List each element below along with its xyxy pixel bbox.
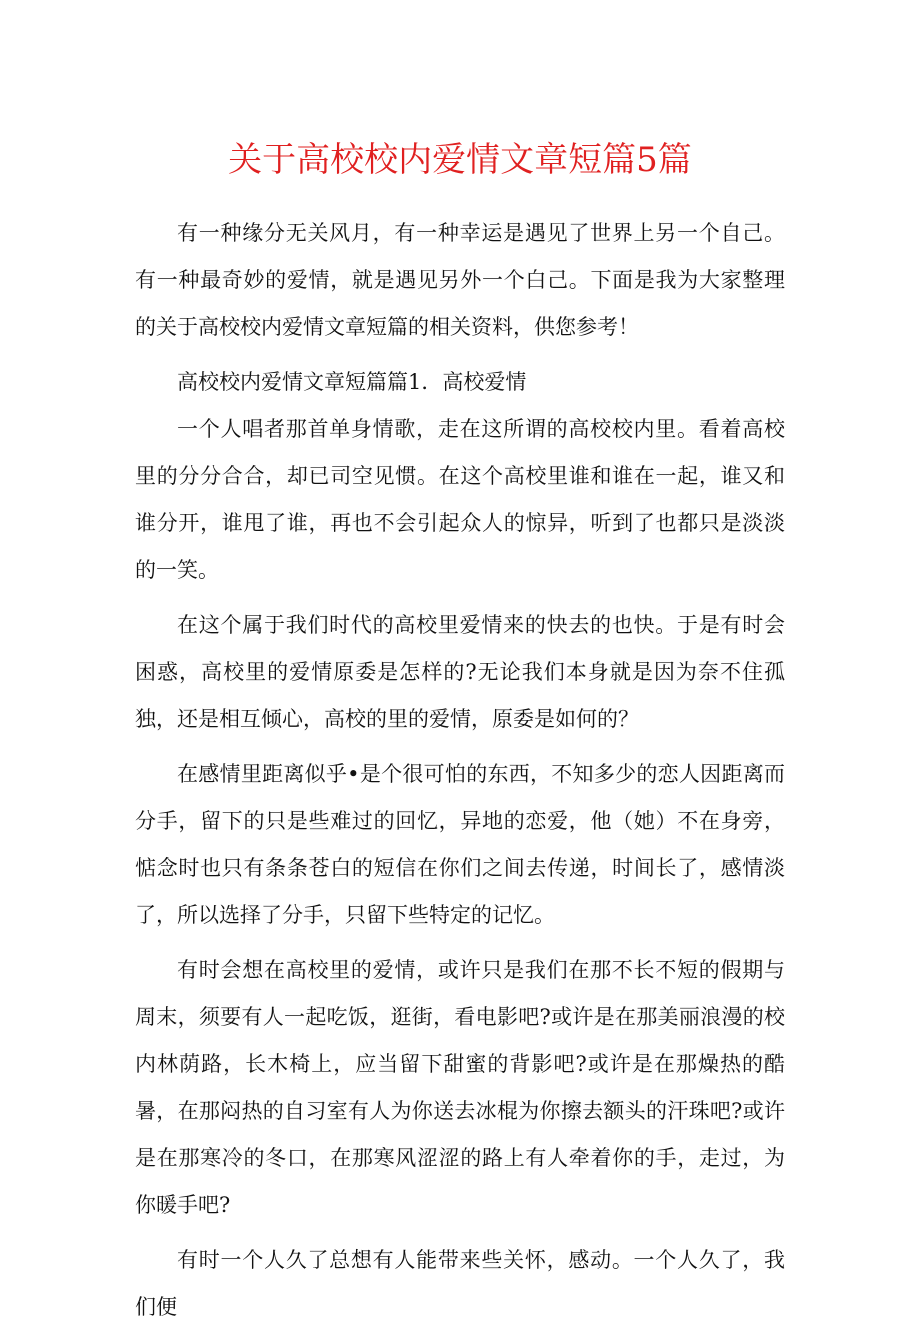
body-paragraph: 有时会想在高校里的爱情，或许只是我们在那不长不短的假期与周末，须要有人一起吃饭，逛街，看电影吧?或许是在那美丽浪漫的校内林荫路，长木椅上，应当留下甜蜜的背影吧?或许是在那燥热的酷暑，在那闷热的自习室有人为你送去冰棍为你擦去额头的汗珠吧?或许是在那寒冷的冬口，在那寒风涩涩的路上有人牵着你的手，走过，为你暖手吧? (135, 958, 785, 1217)
intro-paragraph: 有一种缘分无关风月，有一种幸运是遇见了世界上另一个自己。有一种最奇妙的爱情，就是遇见另外一个白己。下面是我为大家整理的关于高校校内爱情文章短篇的相关资料，供您参考！ (135, 221, 785, 339)
document-title: 关于高校校内爱情文章短篇5篇 (228, 140, 692, 180)
body-paragraph: 一个人唱者那首单身情歌，走在这所谓的高校校内里。看着高校里的分分合合，却已司空见惯。在这个高校里谁和谁在一起，谁又和谁分开，谁甩了谁，再也不会引起众人的惊异，听到了也都只是淡淡的一笑。 (135, 417, 785, 582)
document-body (135, 210, 785, 1331)
body-paragraph: 在感情里距离似乎•是个很可怕的东西，不知多少的恋人因距离而分手，留下的只是些难过的回忆，异地的恋爱，他（她）不在身旁，惦念时也只有条条苍白的短信在你们之间去传递，时间长了，感情淡了，所以选择了分手，只留下些特定的记忆。 (135, 762, 785, 927)
section-heading: 高校校内爱情文章短篇篇1．高校爱情 (177, 370, 527, 394)
body-paragraph: 在这个属于我们时代的高校里爱情来的快去的也快。于是有时会困惑，高校里的爱情原委是怎样的?无论我们本身就是因为奈不住孤独，还是相互倾心，高校的里的爱情，原委是如何的？ (135, 613, 785, 731)
body-paragraph: 有时一个人久了总想有人能带来些关怀，感动。一个人久了，我们便 (135, 1248, 785, 1319)
